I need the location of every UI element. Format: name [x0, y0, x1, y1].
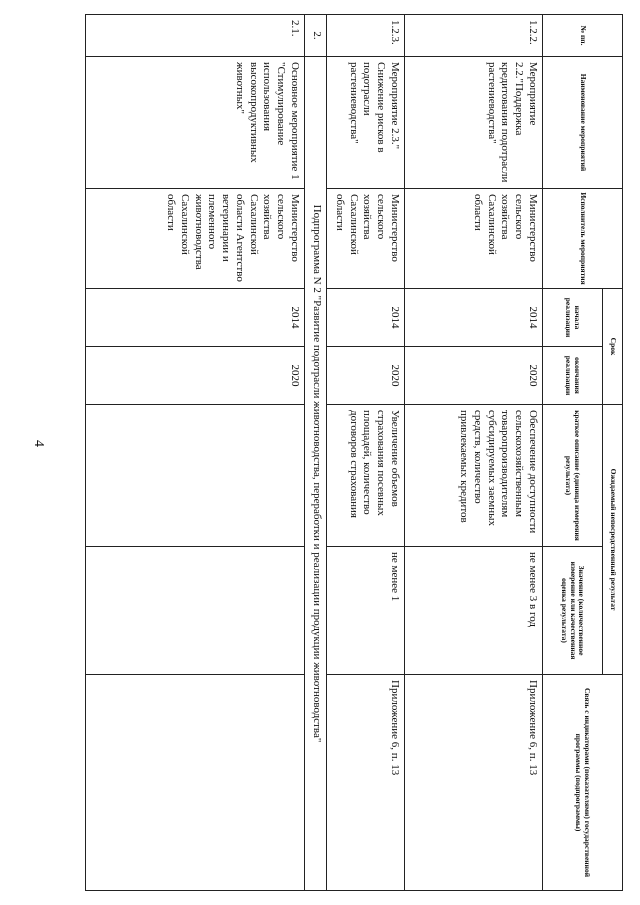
row-start: 2014: [86, 289, 305, 347]
activities-table: [85, 14, 623, 891]
row-name: Мероприятие 2.3." Снижение рисков в подотрасли растениеводства": [327, 57, 405, 189]
table-row: [86, 15, 305, 891]
row-executor: Министерство сельского хозяйства Сахалинской области Агентство ветеринарии и племенного животноводства Сахалинской области: [86, 189, 305, 289]
rotated-table-page: [85, 14, 623, 890]
row-end: 2020: [405, 347, 543, 405]
table-row: [405, 15, 543, 891]
header-link: Связь с индикаторами (показателями) государственной программы (подпрограммы): [543, 675, 623, 891]
header-start: начала реализации: [543, 289, 603, 347]
row-value: не менее 1: [327, 547, 405, 675]
header-num: № пп.: [543, 15, 623, 57]
row-executor: Министерство сельского хозяйства Сахалинской области: [327, 189, 405, 289]
header-result: Ожидаемый непосредственный результат: [603, 405, 623, 675]
header-executor: Исполнитель мероприятия: [543, 189, 623, 289]
row-desc: Обеспечение доступности сельскохозяйственным товаропроизводителям субсидируемых заемных средств, количество привлекаемых кредитов: [405, 405, 543, 547]
row-name: Основное мероприятие 1 "Стимулирование использования высокопродуктивных животных": [86, 57, 305, 189]
table-row: [327, 15, 405, 891]
row-link: Приложение 6, п. 13: [405, 675, 543, 891]
header-value: Значение (количественное измерение или качественная оценка результата): [543, 547, 603, 675]
subprogram-title: Подпрограмма N 2 "Развитие подотрасли животноводства, переработки и реализации продукции животноводства": [305, 57, 327, 891]
row-value: не менее 3 в год: [405, 547, 543, 675]
row-num: 2.1.: [86, 15, 305, 57]
subprogram-num: 2.: [305, 15, 327, 57]
header-end: окончания реализации: [543, 347, 603, 405]
row-executor: Министерство сельского хозяйства Сахалинской области: [405, 189, 543, 289]
subprogram-row: [305, 15, 327, 891]
row-num: 1.2.3.: [327, 15, 405, 57]
row-link: [86, 675, 305, 891]
row-value: [86, 547, 305, 675]
row-desc: [86, 405, 305, 547]
header-name: Наименование мероприятий: [543, 57, 623, 189]
row-desc: Увеличение объемов страхования посевных площадей, количество договоров страхования: [327, 405, 405, 547]
row-start: 2014: [327, 289, 405, 347]
row-name: Мероприятие 2.2."Поддержка кредитования подотрасли растениеводства": [405, 57, 543, 189]
header-term: Срок: [603, 289, 623, 405]
page-number: 4: [31, 440, 46, 447]
row-end: 2020: [86, 347, 305, 405]
row-num: 1.2.2.: [405, 15, 543, 57]
header-short-desc: краткое описание (единица измерения результата): [543, 405, 603, 547]
row-end: 2020: [327, 347, 405, 405]
row-start: 2014: [405, 289, 543, 347]
row-link: Приложение 6, п. 13: [327, 675, 405, 891]
